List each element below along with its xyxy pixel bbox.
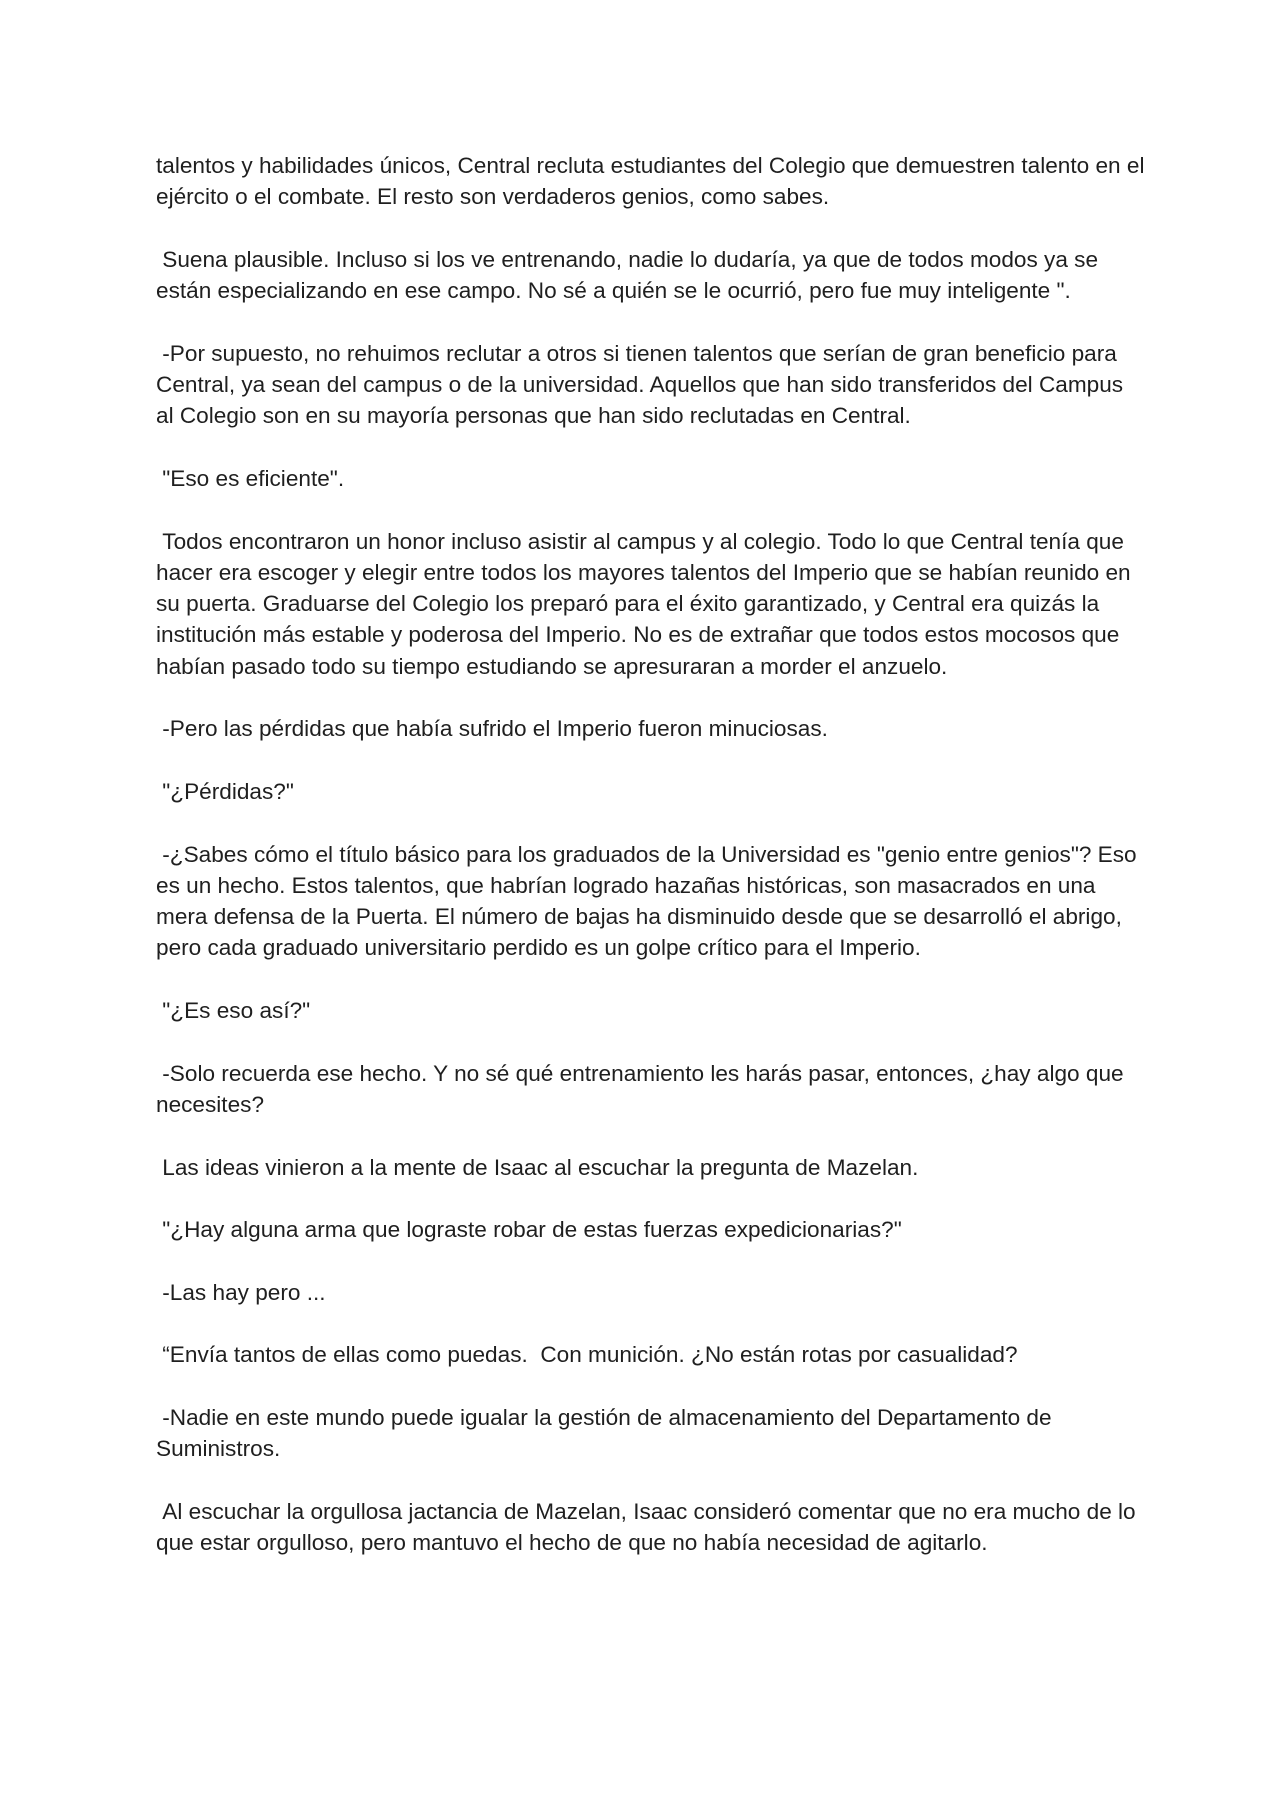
paragraph: "Eso es eficiente".	[156, 465, 345, 491]
paragraph: -Pero las pérdidas que había sufrido el Imperio fueron minuciosas.	[156, 716, 828, 742]
paragraph: Las ideas vinieron a la mente de Isaac al escuchar la pregunta de Mazelan.	[156, 1154, 919, 1180]
paragraph: Suena plausible. Incluso si los ve entrenando, nadie lo dudaría, ya que de todos modos ya se están especializando en ese campo. No sé a quién se le ocurrió, pero fue muy inteligente ".	[156, 246, 1105, 304]
paragraph: Todos encontraron un honor incluso asistir al campus y al colegio. Todo lo que Central tenía que hacer era escoger y elegir entre todos los mayores talentos del Imperio que se habían reunido en su puerta. Graduarse del Colegio los preparó para el éxito garantizado, y Central era quizás la institución más estable y poderosa del Imperio. No es de extrañar que todos estos mocosos que habían pasado todo su tiempo estudiando se apresuraran a morder el anzuelo.	[156, 528, 1137, 679]
paragraph: talentos y habilidades únicos, Central recluta estudiantes del Colegio que demuestren talento en el ejército o el combate. El resto son verdaderos genios, como sabes.	[156, 153, 1151, 210]
paragraph: “Envía tantos de ellas como puedas. Con munición. ¿No están rotas por casualidad?	[156, 1342, 1018, 1368]
paragraph: -Nadie en este mundo puede igualar la gestión de almacenamiento del Departamento de Suministros.	[156, 1404, 1058, 1462]
paragraph: "¿Es eso así?"	[156, 998, 311, 1024]
body-text	[156, 150, 1151, 1558]
paragraph: -Las hay pero ...	[156, 1279, 326, 1305]
paragraph: Al escuchar la orgullosa jactancia de Mazelan, Isaac consideró comentar que no era mucho de lo que estar orgulloso, pero mantuvo el hecho de que no había necesidad de agitarlo.	[156, 1498, 1142, 1556]
paragraph: -Por supuesto, no rehuimos reclutar a otros si tienen talentos que serían de gran beneficio para Central, ya sean del campus o de la universidad. Aquellos que han sido transferidos del Campus al Colegio son en su mayoría personas que han sido reclutadas en Central.	[156, 340, 1130, 429]
paragraph: "¿Pérdidas?"	[156, 778, 294, 804]
paragraph: -¿Sabes cómo el título básico para los graduados de la Universidad es "genio entre genios"? Eso es un hecho. Estos talentos, que habrían logrado hazañas históricas, son masacrados en una mera defensa de la Puerta. El número de bajas ha disminuido desde que se desarrolló el abrigo, pero cada graduado universitario perdido es un golpe crítico para el Imperio.	[156, 841, 1143, 961]
paragraph: "¿Hay alguna arma que lograste robar de estas fuerzas expedicionarias?"	[156, 1217, 902, 1243]
paragraph: -Solo recuerda ese hecho. Y no sé qué entrenamiento les harás pasar, entonces, ¿hay algo que necesites?	[156, 1060, 1130, 1117]
